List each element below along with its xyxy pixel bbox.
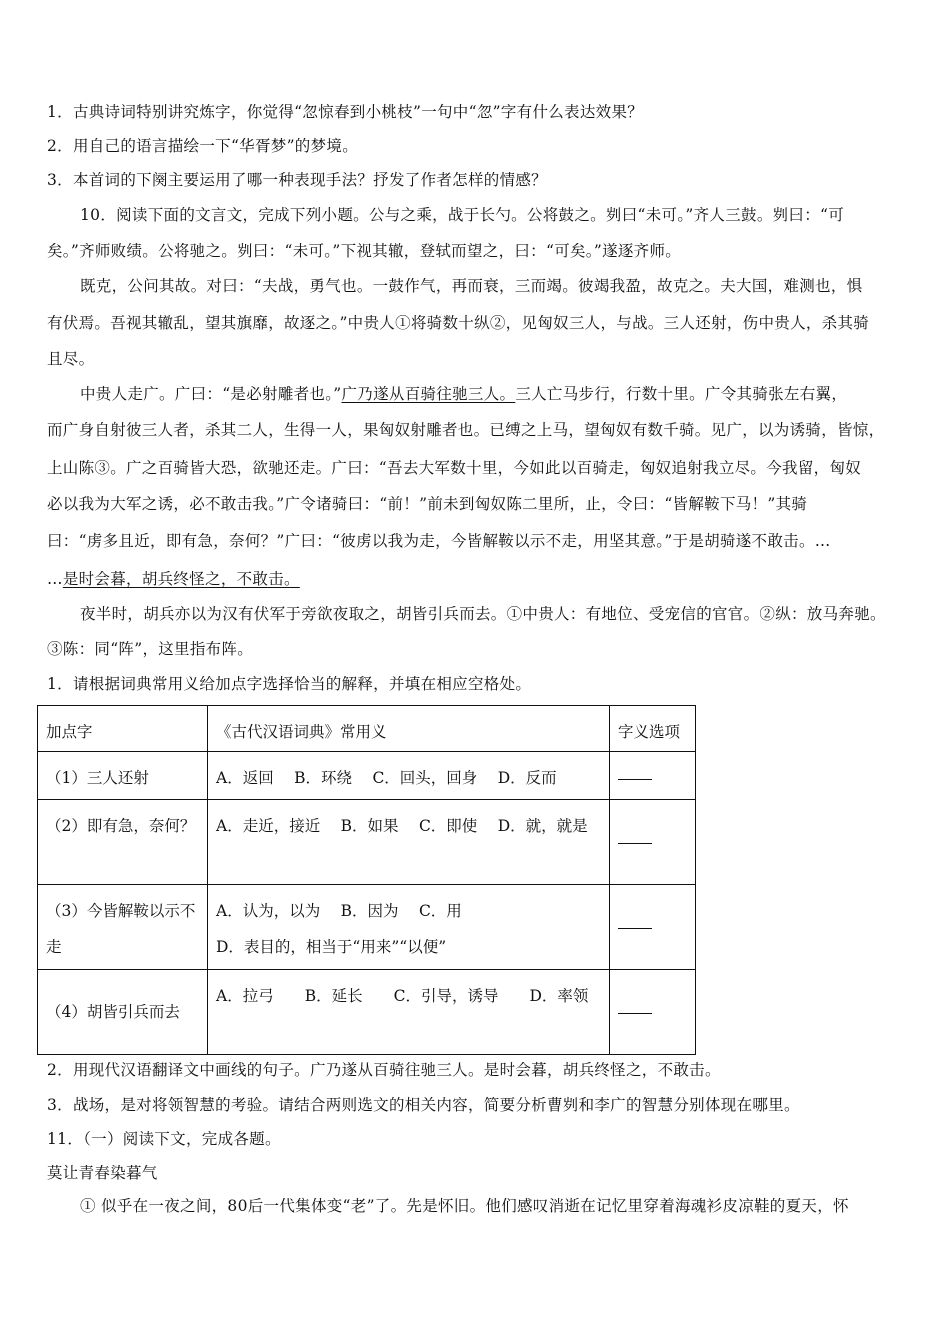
- article-paragraph-line: ① 似乎在一夜之间，80后一代集体变“老”了。先是怀旧。他们感叹消逝在记忆里穿着海魂衫皮凉鞋的夏天，怀: [80, 1197, 849, 1215]
- question-2: 2．用自己的语言描绘一下“华胥梦”的梦境。: [47, 137, 359, 155]
- q10-subquestion-3: 3．战场，是对将领智慧的考验。请结合两则选文的相关内容，简要分析曹刿和李广的智慧分别体现在哪里。: [47, 1096, 800, 1114]
- answer-blank[interactable]: [618, 779, 652, 780]
- table-row: [38, 800, 696, 885]
- text-span: …: [47, 570, 63, 588]
- table-cell-meaning: A．返回 B．环绕 C．回头，回身 D．反而: [208, 752, 610, 800]
- table-cell-word: （2）即有急，奈何？: [38, 800, 208, 885]
- q10-passage-line: 既克，公问其故。对曰：“夫战，勇气也。一鼓作气，再而衰，三而竭。彼竭我盈，故克之。夫大国，难测也，惧: [80, 277, 863, 295]
- article-title: 莫让青春染暮气: [47, 1164, 158, 1182]
- table-cell-word: （4）胡皆引兵而去: [38, 970, 208, 1055]
- answer-blank-cell[interactable]: [610, 752, 696, 800]
- text-span: 三人亡马步行，行数十里。广令其骑张左右翼，: [515, 385, 848, 403]
- answer-blank-cell[interactable]: [610, 800, 696, 885]
- answer-blank[interactable]: [618, 843, 652, 844]
- table-header: 《古代汉语词典》常用义: [208, 706, 610, 752]
- underlined-sentence: 是时会暮，胡兵终怪之，不敢击。: [62, 570, 300, 588]
- q10-passage-line: 矣。”齐师败绩。公将驰之。刿曰：“未可。”下视其辙，登轼而望之，曰：“可矣。”遂逐齐师。: [47, 242, 682, 260]
- q10-passage-line: 曰：“虏多且近，即有急，奈何？”广曰：“彼虏以我为走，今皆解鞍以示不走，用坚其意。”于是胡骑遂不敢击。…: [47, 532, 831, 550]
- table-header: 加点字: [38, 706, 208, 752]
- q10-passage-line: [80, 382, 920, 406]
- q10-subquestion-1: 1．请根据词典常用义给加点字选择恰当的解释，并填在相应空格处。: [47, 675, 532, 693]
- q10-passage-line: 上山陈③。广之百骑皆大恐，欲驰还走。广曰：“吾去大军数十里，今如此以百骑走，匈奴追射我立尽。今我留，匈奴: [47, 459, 862, 477]
- answer-blank-cell[interactable]: [610, 970, 696, 1055]
- answer-blank[interactable]: [618, 1013, 652, 1014]
- table-cell-meaning: A．拉弓 B．延长 C．引导，诱导 D．率领: [208, 970, 610, 1055]
- text-span: 中贵人走广。广曰：“是必射雕者也。”: [80, 385, 342, 403]
- table-cell-word: （1）三人还射: [38, 752, 208, 800]
- q10-passage-line: [47, 567, 917, 591]
- q10-passage-line: 必以我为大军之诱，必不敢击我。”广令诸骑曰：“前！”前未到匈奴陈二里所，止，令曰：“皆解鞍下马！”其骑: [47, 495, 808, 513]
- q10-subquestion-2: 2．用现代汉语翻译文中画线的句子。广乃遂从百骑往驰三人。是时会暮，胡兵终怪之，不敢击。: [47, 1061, 721, 1079]
- table-cell-word: （3）今皆解鞍以示不走: [38, 885, 208, 970]
- answer-blank[interactable]: [618, 928, 652, 929]
- table-row: [38, 885, 696, 970]
- answer-blank-cell[interactable]: [610, 885, 696, 970]
- underlined-sentence: 广乃遂从百骑往驰三人。: [341, 385, 516, 403]
- q10-note-line: ③陈：同“阵”，这里指布阵。: [47, 640, 254, 658]
- gloss-table: [37, 705, 696, 1055]
- table-header-row: [38, 706, 696, 752]
- question-3: 3．本首词的下阕主要运用了哪一种表现手法？抒发了作者怎样的情感？: [47, 171, 547, 189]
- q10-note-line: 夜半时，胡兵亦以为汉有伏军于旁欲夜取之，胡皆引兵而去。①中贵人：有地位、受宠信的官官。②纵：放马奔驰。: [80, 605, 886, 623]
- question-1: 1．古典诗词特别讲究炼字，你觉得“忽惊春到小桃枝”一句中“忽”字有什么表达效果？: [47, 103, 644, 121]
- q10-passage-line: 10．阅读下面的文言文，完成下列小题。公与之乘，战于长勺。公将鼓之。刿曰“未可。”齐人三鼓。刿曰：“可: [80, 206, 845, 224]
- table-row: [38, 752, 696, 800]
- table-cell-meaning: A．认为，以为 B．因为 C．用 D．表目的，相当于“用来”“以便”: [208, 885, 610, 970]
- q10-passage-line: 且尽。: [47, 350, 95, 368]
- q10-passage-line: 有伏焉。吾视其辙乱，望其旗靡，故逐之。”中贵人①将骑数十纵②，见匈奴三人，与战。三人还射，伤中贵人，杀其骑: [47, 314, 870, 332]
- q11-heading: 11．（一）阅读下文，完成各题。: [47, 1130, 281, 1148]
- table-header: 字义选项: [610, 706, 696, 752]
- table-cell-meaning: A．走近，接近 B．如果 C．即使 D．就，就是: [208, 800, 610, 885]
- q10-passage-line: 而广身自射彼三人者，杀其二人，生得一人，果匈奴射雕者也。已缚之上马，望匈奴有数千骑。见广，以为诱骑，皆惊，: [47, 421, 885, 439]
- table-row: [38, 970, 696, 1055]
